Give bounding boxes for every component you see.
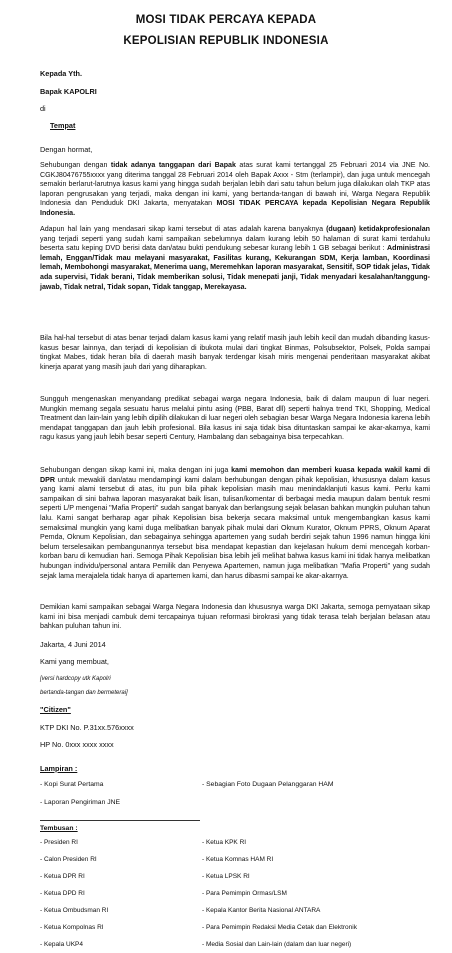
divider-line xyxy=(40,820,200,821)
p2-bold-b: (dugaan) ketidakprofesionalan xyxy=(326,225,430,233)
tembusan-item: - Kepala Kantor Berita Nasional ANTARA xyxy=(202,907,321,914)
recipient-name: Bapak KAPOLRI xyxy=(40,87,97,96)
p1-bold-b: tidak adanya tanggapan dari Bapak xyxy=(110,161,236,169)
p5-bold-b: kami memohon dan memberi kuasa kepada wakil kami di DPR xyxy=(40,466,430,484)
p5-text-a: Sehubungan dengan sikap kami ini, maka dengan ini juga xyxy=(40,466,232,474)
paragraph-5 xyxy=(40,466,430,581)
tembusan-item: - Ketua LPSK RI xyxy=(202,873,250,880)
recipient-di: di xyxy=(40,104,46,113)
tembusan-right-list xyxy=(202,834,357,953)
p2-text-c: yang terjadi seperti yang sudah kami sampaikan sebelumnya dalam kurang lebih 50 halaman di surat kami terdahulu beserta satu keping DVD berisi data dan/atau bukti pendukung sebesar kurang lebih 1 GB sebagai berikut : xyxy=(40,234,430,253)
tembusan-item: - Calon Presiden RI xyxy=(40,856,97,863)
p2-text-a: Adapun hal lain yang mendasari sikap kami tersebut di atas adalah karena banyaknya xyxy=(40,225,327,233)
closing-signer: Kami yang membuat, xyxy=(40,657,109,666)
tembusan-item: - Para Pemimpin Ormas/LSM xyxy=(202,890,287,897)
p2-bold-d: Administrasi lemah, Enggan/Tidak mau melayani masyarakat, Fasilitas kurang, Kekurangan SDM, Kerja lamban, Koordinasi lemah, Membohongi masyarakat, Menerima uang, Meremehkan laporan masyarakat, Sensitif, SOP tidak jelas, Tidak ada supervisi, Tidak berani, Tidak memberikan solusi, Tidak menepati janji, Tidak menyadari kesalahan/tanggung-jawab, Tidak netral, Tidak sopan, Tidak tanggap, Merekayasa. xyxy=(40,244,430,291)
tembusan-heading: Tembusan : xyxy=(40,825,78,832)
hardcopy-note-line1: [versi hardcopy utk Kapolri xyxy=(40,676,111,682)
letter-title-line1: MOSI TIDAK PERCAYA KEPADA xyxy=(135,14,317,26)
lampiran-heading: Lampiran : xyxy=(40,764,78,773)
hardcopy-note-line2: bertanda-tangan dan bermeterai] xyxy=(40,690,128,696)
lampiran-item: - Sebagian Foto Dugaan Pelanggaran HAM xyxy=(202,781,334,788)
greeting: Dengan hormat, xyxy=(40,145,93,154)
tembusan-item: - Kepala UKP4 xyxy=(40,941,83,948)
tembusan-item: - Media Sosial dan Lain-lain (dalam dan luar negeri) xyxy=(202,941,352,948)
p1-bold-d: MOSI TIDAK PERCAYA kepada Kepolisian Negara Republik Indonesia. xyxy=(40,199,430,217)
tembusan-item: - Presiden RI xyxy=(40,839,78,846)
tembusan-item: - Ketua Komnas HAM RI xyxy=(202,856,274,863)
hp-number: HP No. 0xxx xxxx xxxx xyxy=(40,740,114,749)
recipient-place: Tempat xyxy=(50,121,76,130)
closing-date: Jakarta, 4 Juni 2014 xyxy=(40,640,106,649)
recipient-salutation: Kepada Yth. xyxy=(40,69,83,78)
p5-text-c: untuk mewakili dan/atau mendampingi kami dalam berhubungan dengan pihak kepolisian, khususnya dalam kasus yang kami alami tersebut di atas, itu pun bila pihak kepolisian masih mau menindaklanjuti kasus kami. Perlu kami sampaikan di sini bahwa laporan masyarakat baik lisan, tulisan/komentar di berbagai media maupun dalam bentuk resmi seperti L/P mengenai "Mafia Properti" sudah sangat banyak dan berlangsung sejak belasan bahkan mungkin puluhan tahun lalu. Kami sangat berharap agar pihak Kepolisian bisa bekerja secara maksimal untuk mengembangkan kasus kami semaksimal mungkin yang kami duga melibatkan banyak pihak mulai dari Oknum Kurator, Oknum PPRS, Oknum Aparat Pemda, Oknum Kepolisian, dan sebagainya sehingga apartemen yang sudah berdiri sejak tahun 1996 namun hingga kini belum terselesaikan pembangunannya tersebut bisa mendapat kepastian dan kejelasan hukum demi mencegah korban-korban baru di kemudian hari. Semoga Pihak Kepolisian bisa lebih jeli melihat bahwa kasus kami ini tidak hanya melibatkan hubungan individu/personal antara Pemilik dan Penyewa Apartemen, namun juga melibatkan "Mafia Properti" yang sudah sejak lama merajalela tidak hanya di apartemen kami, dan harus dibasmi sampai ke akar-akarnya. xyxy=(40,475,430,580)
tembusan-item: - Ketua DPD RI xyxy=(40,890,85,897)
ktp-number: KTP DKI No. P.31xx.576xxxx xyxy=(40,723,134,732)
tembusan-item: - Para Pemimpin Redaksi Media Cetak dan Elektronik xyxy=(202,924,357,931)
paragraph-6: Demikian kami sampaikan sebagai Warga Negara Indonesia dan khususnya warga DKI Jakarta, semoga pernyataan sikap kami ini bisa menjadi cambuk demi tercapainya tujuan reformasi birokrasi yang tidak terasa telah berjalan belasan atau bahkan puluhan tahun ini. xyxy=(40,603,430,631)
tembusan-item: - Ketua Ombudsman RI xyxy=(40,907,109,914)
p1-text-c: atas surat kami tertanggal 25 Februari 2014 via JNE No. CGKJ80476755xxxx yang diterima tanggal 28 Februari 2014 oleh Bapak Axxx - Stm (terlampir), dan juga untuk mencegah semakin berlarut-larutnya kasus kami yang hingga sudah berjalan lebih dari satu tahun belum juga dilakukan olah TKP atas laporan pengrusakan yang terjadi, maka dengan ini kami, yang bertanda-tangan di bawah ini, Warga Negara Republik Indonesia dan Penduduk DKI Jakarta, menyatakan xyxy=(40,161,430,208)
tembusan-left-list xyxy=(40,834,108,953)
tembusan-item: - Ketua DPR RI xyxy=(40,873,85,880)
paragraph-2 xyxy=(40,225,430,292)
tembusan-item: - Ketua Kompolnas RI xyxy=(40,924,104,931)
tembusan-item: - Ketua KPK RI xyxy=(202,839,247,846)
paragraph-4: Sungguh mengenaskan menyandang predikat sebagai warga negara Indonesia, baik di dalam maupun di luar negeri. Mungkin memang segala sesuatu harus melalui pintu asing (PBB, Barat dll) seperti halnya trend TKI, Shopping, Medical Treatment dan lain-lain yang lebih dipilih dilakukan di luar negeri oleh sebagian besar Warga Negara Indonesia karena lebih mendapat tanggapan dan jauh lebih profesional. Bila kasus ini saja tidak bisa dituntaskan sampai ke akar-akarnya, kami ragu kasus yang jauh lebih besar seperti Century, Hambalang dan sebagainya bisa terpecahkan. xyxy=(40,395,430,442)
lampiran-item: - Kopi Surat Pertama xyxy=(40,781,104,788)
letter-title-line2: KEPOLISIAN REPUBLIK INDONESIA xyxy=(123,35,329,47)
paragraph-3: Bila hal-hal tersebut di atas benar terjadi dalam kasus kami yang relatif masih jauh lebih kecil dan mudah dibanding kasus-kasus besar lainnya, dan terjadi di kepolisian di ibukota mulai dari tingkat Binmas, Polsubsektor, Polsek, Polda sampai tingkat Mabes, tidak heran bila di daerah masih banyak terdengar kisah miris mengenai penderitaan masyarakat akibat kinerja aparat yang masih jauh dari yang diharapkan. xyxy=(40,334,430,371)
paragraph-1 xyxy=(40,161,430,219)
lampiran-item: - Laporan Pengiriman JNE xyxy=(40,799,121,806)
p1-text-a: Sehubungan dengan xyxy=(40,161,111,169)
citizen-name: "Citizen" xyxy=(40,705,71,714)
